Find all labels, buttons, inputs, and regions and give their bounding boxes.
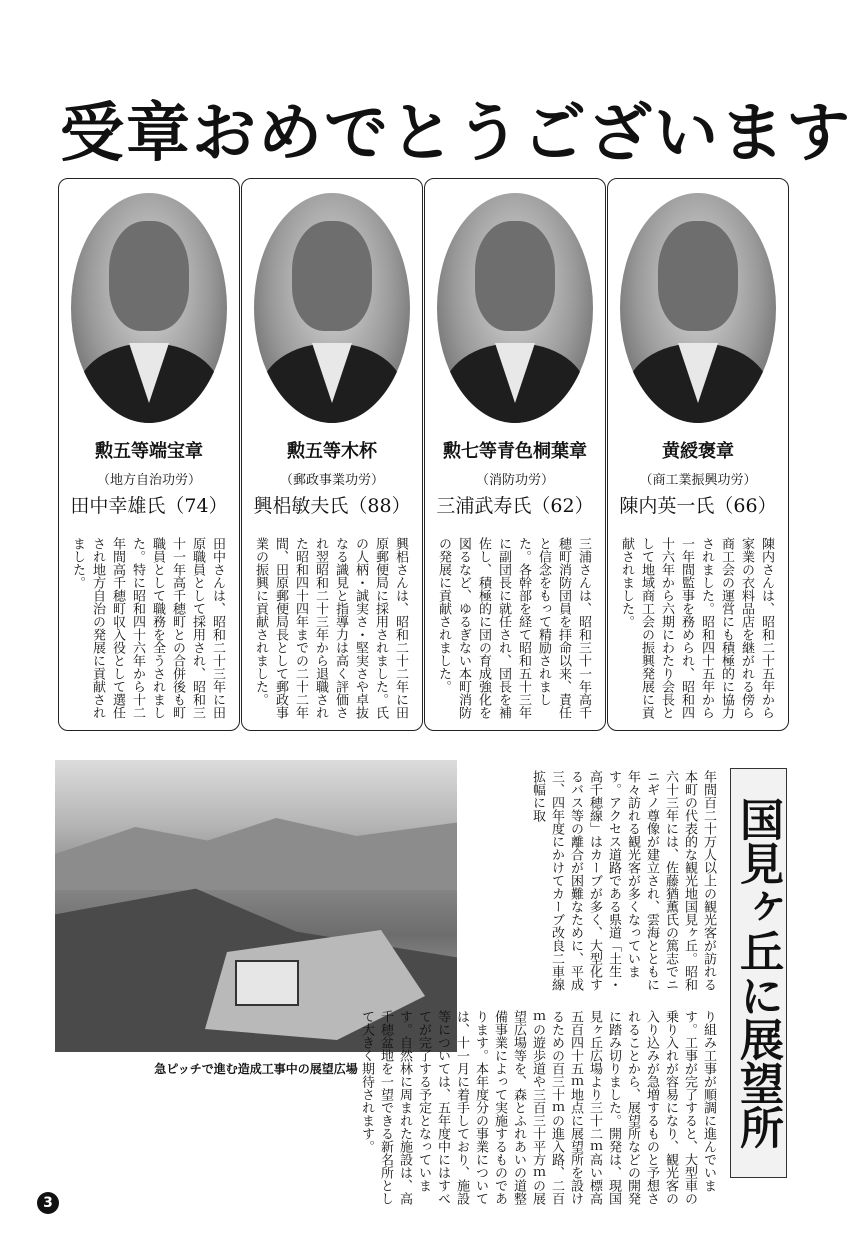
recipient-card (58, 178, 240, 731)
excavator-icon (235, 960, 299, 1006)
article-title: 国見ヶ丘に展望所 (730, 768, 787, 1178)
recipient-name: 田中幸雄氏（74） (70, 495, 228, 517)
photo-caption: 急ピッチで進む造成工事中の展望広場 (154, 1062, 358, 1076)
award-category: （郵政事業功労） (279, 473, 384, 488)
award-title: 勲五等端宝章 (95, 441, 203, 462)
portrait-photo (620, 193, 776, 423)
recipient-bio: 陳内さんは、昭和二十五年から家業の衣料品店を継がれる傍ら商工会の運営にも積極的に協力されました。昭和四十五年から一年間監事を務められ、昭和四十六年から六期にわたり会長として地域商工会の振興発展に貢献されました。 (619, 537, 774, 719)
construction-site-photo (55, 760, 457, 1052)
award-title: 勲七等青色桐葉章 (443, 441, 587, 462)
recipient-bio: 田中さんは、昭和二十三年に田原職員として採用され、昭和三十一年高千穂町との合併後も町職員として職務を全うされました。特に昭和四十六年から十二年間高千穂町収入役として選任され地方自治の発展に貢献されました。 (70, 537, 225, 719)
award-title: 黄綬褒章 (662, 441, 734, 462)
award-title: 勲五等木杯 (287, 441, 377, 462)
recipient-bio: 興梠さんは、昭和二十二年に田原郵便局に採用されました。氏の人柄・誠実さ・堅実さや卓抜なる識見と指導力は高く評価され翌昭和二十三年から退職された昭和四十四年までの二十二年間、田原郵便局長として郵政事業の振興に貢献されました。 (253, 537, 408, 719)
page-number: 3 (37, 1192, 59, 1214)
article-body-upper: 年間百二十万人以上の観光客が訪れる本町の代表的な観光地国見ヶ丘。昭和六十三年には、佐藤猶薫氏の篤志でニニギノ尊像が建立され、雲海とともに年々訪れる観光客が多くなっています。アクセス道路である県道「土生・高千穂線」はカーブが多く、大型化するバス等の離合が困難なために、平成三、四年度にかけてカーブ改良二車線拡幅に取 (530, 770, 716, 991)
article-body-lower: り組み工事が順調に進んでいます。工事が完了すると、大型車の乗り入れが容易になり、観光客の入り込みが急増するものと予想されることから、展望所などの開発に踏み切りました。開発は、現国見ヶ丘広場より三十二ｍ高い標高五百四十五ｍ地点に展望所を設けるための百三十ｍの進入路、二百ｍの遊歩道や三百三十平方ｍの展望広場等を、森とふれあいの道整備事業によって実施するものであります。本年度分の事業については、十一月に着手しており、施設等については、五年度中にはすべてが完了する予定となっています。自然林に周まれた施設は、高千穂盆地を一望できる新名所として大きく期待されます。 (359, 1010, 716, 1205)
award-category: （地方自治功労） (96, 473, 201, 488)
recipient-bio: 三浦さんは、昭和三十一年高千穂町消防団員を拝命以来、責任と信念をもって精励されました。各幹部を経て昭和五十三年に副団長に就任され、団長を補佐し、積極的に団の育成強化を図るなど、ゆるぎない本町消防の発展に貢献されました。 (436, 537, 591, 719)
award-category: （消防功労） (475, 473, 554, 488)
page-headline: 受章おめでとうございます (60, 97, 852, 171)
award-category: （商工業振興功労） (639, 473, 757, 488)
recipient-card (607, 178, 789, 731)
portrait-photo (254, 193, 410, 423)
portrait-photo (71, 193, 227, 423)
portrait-photo (437, 193, 593, 423)
recipient-name: 三浦武寿氏（62） (436, 495, 594, 517)
recipient-card (424, 178, 606, 731)
recipient-card (241, 178, 423, 731)
recipient-name: 陳内英一氏（66） (619, 495, 777, 517)
recipient-name: 興梠敏夫氏（88） (253, 495, 411, 517)
